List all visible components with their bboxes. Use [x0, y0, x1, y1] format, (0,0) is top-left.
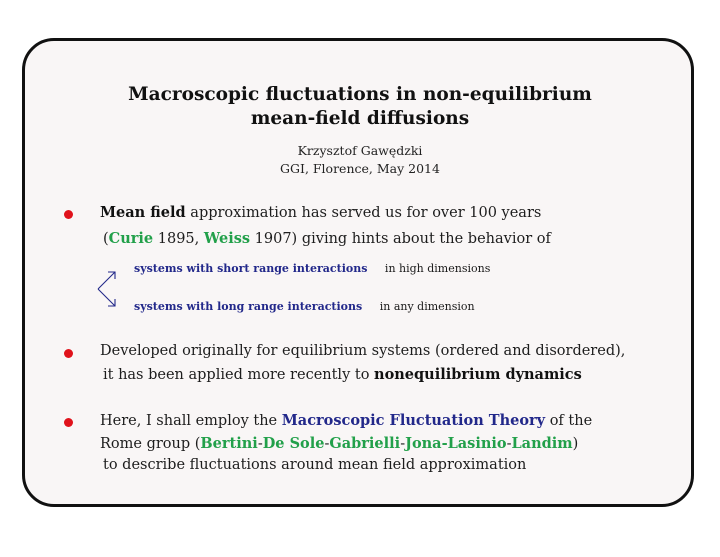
- name-jona-lasinio: Jona-Lasinio: [405, 435, 507, 452]
- bullet3-line3: to describe fluctuations around mean field approximation: [103, 457, 527, 473]
- bullet3-line1-end: of the: [549, 413, 593, 429]
- branch-arrows-icon: [96, 264, 126, 314]
- name-landim: Landim: [511, 435, 573, 452]
- bullet3-line1-text: Here, I shall employ the: [100, 413, 278, 429]
- name-curie: Curie: [108, 230, 154, 247]
- curie-year: 1895,: [157, 231, 200, 247]
- mean-field-term: Mean field: [100, 204, 186, 221]
- bullet2-line2: [103, 366, 582, 383]
- sep: -: [257, 436, 263, 452]
- rome-group: Rome group (: [100, 436, 201, 452]
- branch1: [134, 262, 490, 275]
- name-de-sole: De Sole: [262, 435, 325, 452]
- venue: GGI, Florence, May 2014: [280, 161, 440, 176]
- close-paren: ): [572, 436, 579, 452]
- bullet1-line1: [100, 204, 541, 221]
- bullet-dot-icon: [64, 349, 73, 358]
- bullet1-line2: [103, 230, 551, 247]
- branch1-text: in high dimensions: [384, 262, 491, 275]
- branch2: [134, 300, 475, 313]
- sep: -: [324, 436, 330, 452]
- name-bertini: Bertini: [200, 435, 258, 452]
- bullet3-line2: [100, 435, 578, 452]
- bullet3-line1: [100, 412, 592, 429]
- mft-term: Macroscopic Fluctuation Theory: [281, 412, 546, 429]
- slide-title-line1: Macroscopic fluctuations in non-equilibrium: [128, 84, 592, 105]
- slide-title-line2: mean-field diffusions: [250, 108, 470, 129]
- branch2-text: in any dimension: [379, 300, 475, 313]
- bullet1-text2: giving hints about the behavior of: [301, 231, 551, 247]
- sep: -: [506, 436, 512, 452]
- bullet2-line1: Developed originally for equilibrium systems (ordered and disordered),: [100, 343, 626, 359]
- bullet-dot-icon: [64, 210, 73, 219]
- sep: -: [400, 436, 406, 452]
- nonequilibrium-term: nonequilibrium dynamics: [374, 366, 582, 383]
- bullet1-text1: approximation has served us for over 100 years: [190, 205, 542, 221]
- weiss-year: 1907): [254, 231, 298, 247]
- bullet-dot-icon: [64, 418, 73, 427]
- branch2-term: systems with long range interactions: [134, 300, 363, 313]
- open-paren: (: [103, 231, 109, 247]
- author: Krzysztof Gawędzki: [297, 143, 423, 158]
- bullet2-line2-text: it has been applied more recently to: [103, 367, 370, 383]
- branch1-term: systems with short range interactions: [134, 262, 368, 275]
- name-weiss: Weiss: [203, 230, 251, 247]
- name-gabrielli: Gabrielli: [329, 435, 401, 452]
